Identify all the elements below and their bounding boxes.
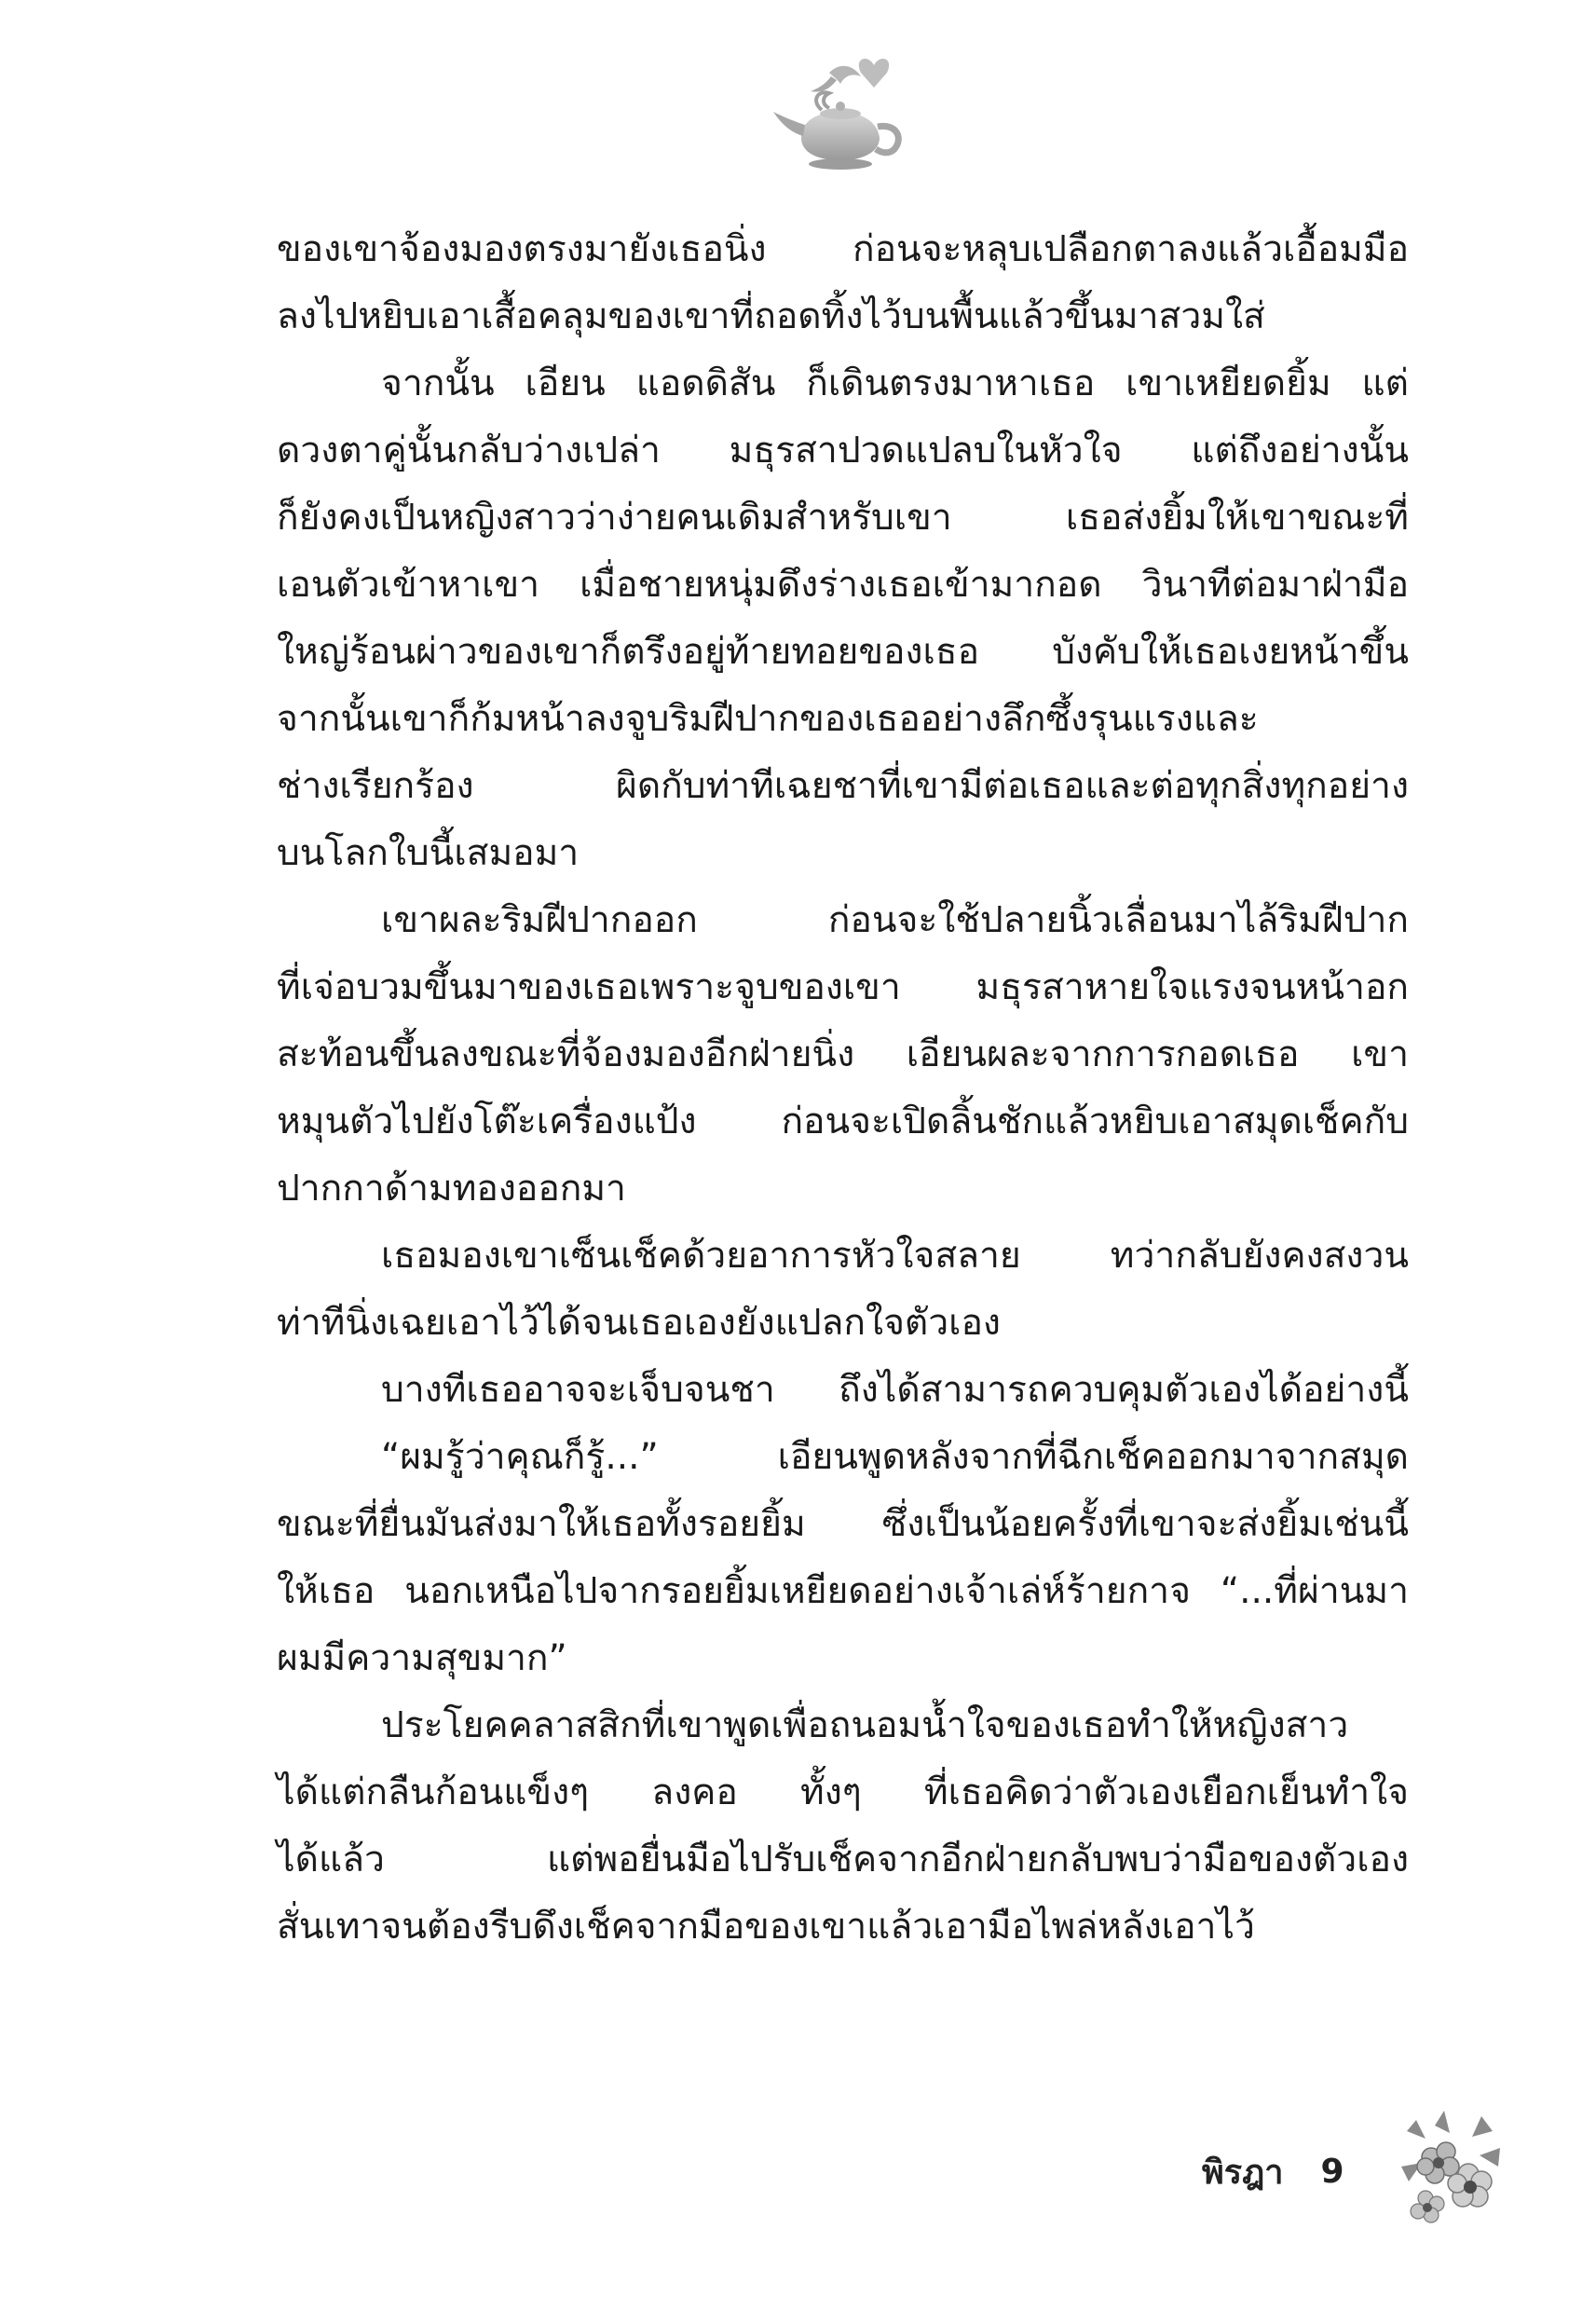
text-line: ขณะที่ยื่นมันส่งมาให้เธอทั้งรอยยิ้ม ซึ่งเป็นน้อยครั้งที่เขาจะส่งยิ้มเช่นนี้ xyxy=(277,1503,1409,1545)
text-line: ช่างเรียกร้อง ผิดกับท่าทีเฉยชาที่เขามีต่อเธอและต่อทุกสิ่งทุกอย่าง xyxy=(277,765,1409,807)
text-line: ใหญ่ร้อนผ่าวของเขาก็ตรึงอยู่ท้ายทอยของเธอ บังคับให้เธอเงยหน้าขึ้น xyxy=(277,631,1409,673)
text-line: ได้แล้ว แต่พอยื่นมือไปรับเช็คจากอีกฝ่ายกลับพบว่ามือของตัวเอง xyxy=(277,1839,1409,1880)
text-line: สั่นเทาจนต้องรีบดึงเช็คจากมือของเขาแล้วเอามือไพล่หลังเอาไว้ xyxy=(277,1906,1255,1948)
text-line: ลงไปหยิบเอาเสื้อคลุมของเขาที่ถอดทิ้งไว้บนพื้นแล้วขึ้นมาสวมใส่ xyxy=(277,295,1265,337)
text-line: ก็ยังคงเป็นหญิงสาวว่าง่ายคนเดิมสำหรับเขา เธอส่งยิ้มให้เขาขณะที่ xyxy=(277,497,1409,539)
text-line: บางทีเธออาจจะเจ็บจนชา ถึงได้สามารถควบคุมตัวเองได้อย่างนี้ xyxy=(381,1369,1409,1411)
flower-ornament-icon xyxy=(1388,2101,1519,2232)
teapot-ornament-icon xyxy=(764,45,913,180)
text-line: ปากกาด้ามทองออกมา xyxy=(277,1168,626,1210)
page-number: 9 xyxy=(1320,2152,1344,2191)
text-line: ดวงตาคู่นั้นกลับว่างเปล่า มธุรสาปวดแปลบในหัวใจ แต่ถึงอย่างนั้น xyxy=(277,430,1409,472)
text-line: ท่าทีนิ่งเฉยเอาไว้ได้จนเธอเองยังแปลกใจตัวเอง xyxy=(277,1302,1001,1344)
story-text xyxy=(277,216,1409,1961)
text-line: “ผมรู้ว่าคุณก็รู้...” เอียนพูดหลังจากที่ฉีกเช็คออกมาจากสมุด xyxy=(381,1436,1409,1478)
text-line: จากนั้นเขาก็ก้มหน้าลงจูบริมฝีปากของเธออย่างลึกซึ้งรุนแรงและ xyxy=(277,698,1259,740)
text-line: สะท้อนขึ้นลงขณะที่จ้องมองอีกฝ่ายนิ่ง เอียนผละจากการกอดเธอ เขา xyxy=(277,1033,1409,1075)
text-line: จากนั้น เอียน แอดดิสัน ก็เดินตรงมาหาเธอ เขาเหยียดยิ้ม แต่ xyxy=(381,362,1409,404)
page-footer xyxy=(1202,2143,1344,2199)
author-name: พิรฎา xyxy=(1202,2153,1284,2192)
text-line: เขาผละริมฝีปากออก ก่อนจะใช้ปลายนิ้วเลื่อนมาไล้ริมฝีปาก xyxy=(381,899,1409,941)
text-line: หมุนตัวไปยังโต๊ะเครื่องแป้ง ก่อนจะเปิดลิ้นชักแล้วหยิบเอาสมุดเช็คกับ xyxy=(277,1101,1409,1142)
text-line: ของเขาจ้องมองตรงมายังเธอนิ่ง ก่อนจะหลุบเปลือกตาลงแล้วเอื้อมมือ xyxy=(277,228,1409,270)
text-line: บนโลกใบนี้เสมอมา xyxy=(277,832,580,874)
text-line: ให้เธอ นอกเหนือไปจากรอยยิ้มเหยียดอย่างเจ้าเล่ห์ร้ายกาจ “...ที่ผ่านมา xyxy=(277,1570,1409,1612)
text-line: เอนตัวเข้าหาเขา เมื่อชายหนุ่มดึงร่างเธอเข้ามากอด วินาทีต่อมาฝ่ามือ xyxy=(277,564,1409,606)
text-line: เธอมองเขาเซ็นเช็คด้วยอาการหัวใจสลาย ทว่ากลับยังคงสงวน xyxy=(381,1235,1409,1277)
text-line: ประโยคคลาสสิกที่เขาพูดเพื่อถนอมน้ำใจของเธอทำให้หญิงสาว xyxy=(381,1704,1349,1746)
text-line: ที่เจ่อบวมขึ้นมาของเธอเพราะจูบของเขา มธุรสาหายใจแรงจนหน้าอก xyxy=(277,966,1409,1008)
text-line: ได้แต่กลืนก้อนแข็งๆ ลงคอ ทั้งๆ ที่เธอคิดว่าตัวเองเยือกเย็นทำใจ xyxy=(277,1771,1409,1813)
text-line: ผมมีความสุขมาก” xyxy=(277,1637,567,1679)
